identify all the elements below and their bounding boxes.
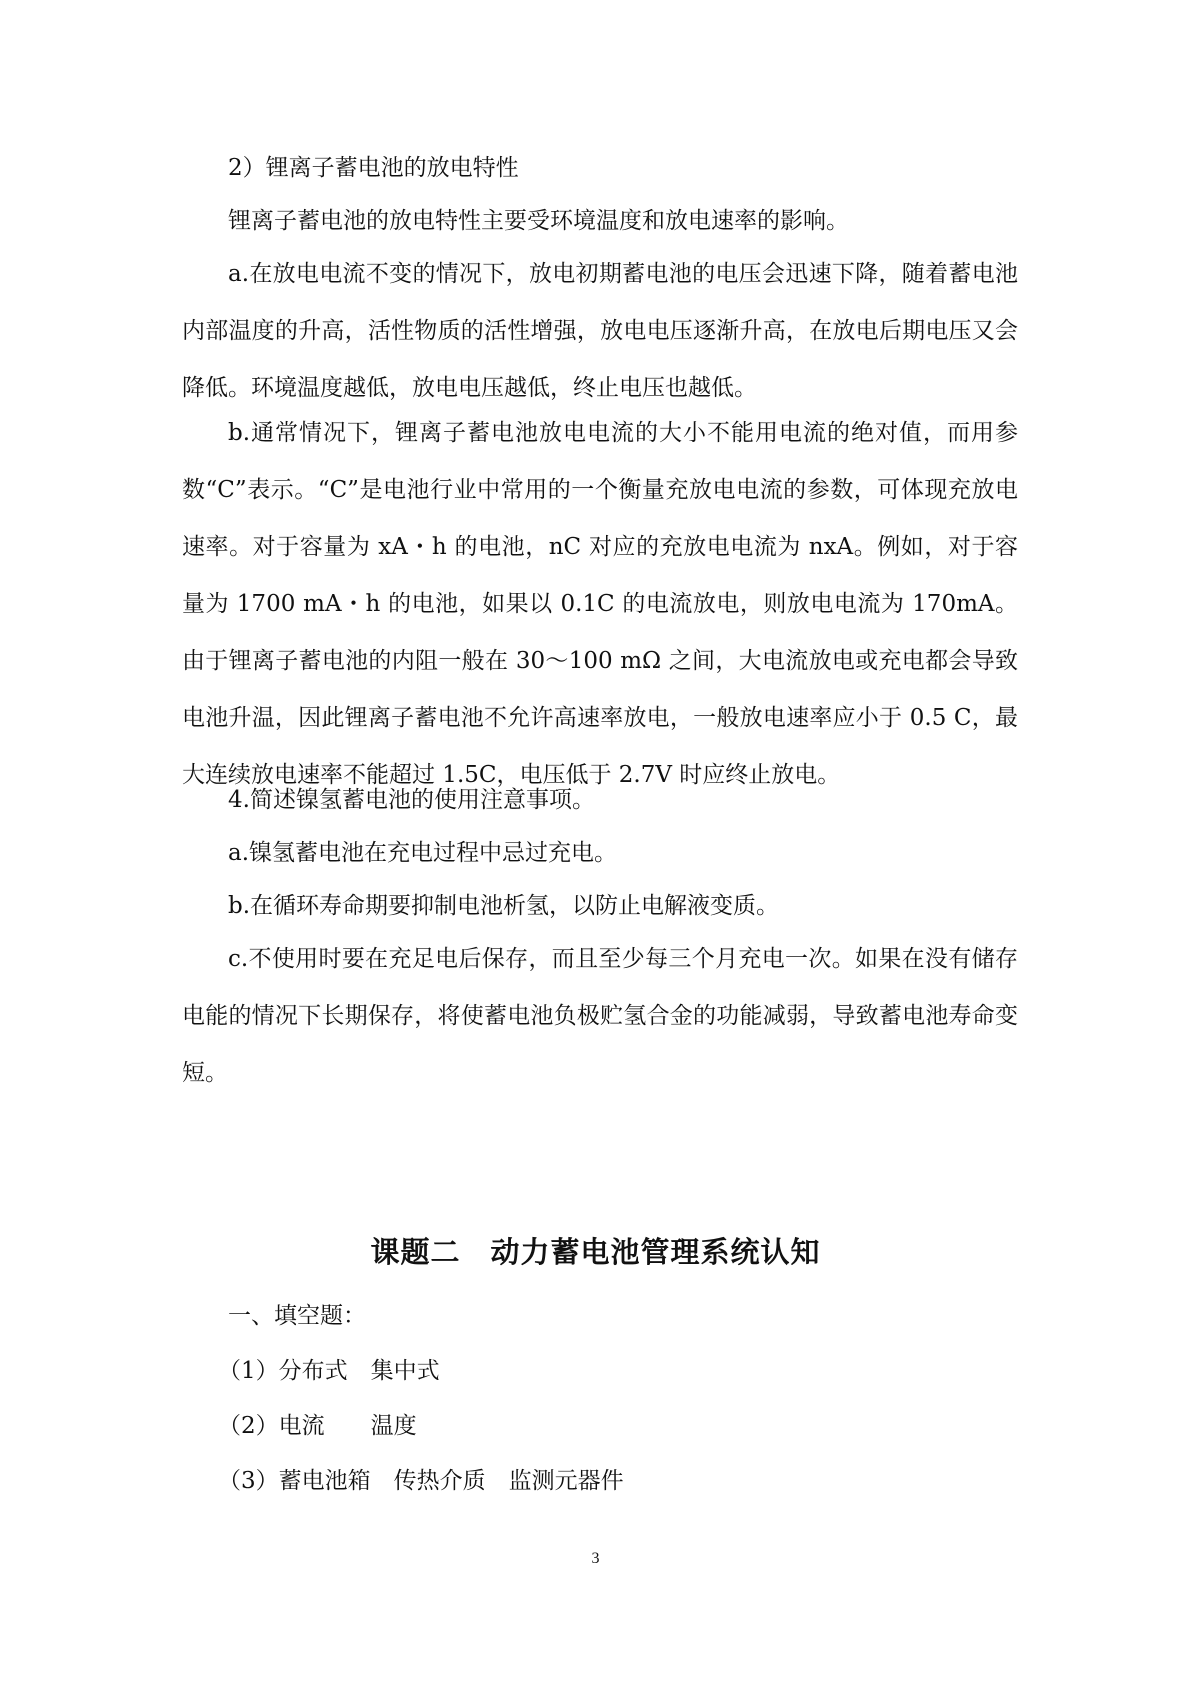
section-intro-paragraph: 锂离子蓄电池的放电特性主要受环境温度和放电速率的影响。: [228, 208, 849, 234]
fill-blank-heading: 一、填空题：: [228, 1303, 366, 1329]
topic-title: 课题二 动力蓄电池管理系统认知: [370, 1235, 821, 1269]
question-item-c: c.不使用时要在充足电后保存，而且至少每三个月充电一次。如果在没有储存电能的情况下长期保存，将使蓄电池负极贮氢合金的功能减弱，导致蓄电池寿命变短。: [182, 946, 1018, 1086]
page-number: 3: [591, 1550, 600, 1567]
answer-2: （2）电流 温度: [218, 1413, 417, 1439]
section-heading: 2）锂离子蓄电池的放电特性: [228, 155, 519, 181]
answer-3: （3）蓄电池箱 传热介质 监测元器件: [218, 1468, 624, 1494]
answer-1: （1）分布式 集中式: [218, 1358, 440, 1384]
question-item-b: b.在循环寿命期要抑制电池析氢，以防止电解液变质。: [228, 893, 780, 919]
question-item-a: a.镍氢蓄电池在充电过程中忌过充电。: [228, 840, 618, 866]
paragraph-item-b: b.通常情况下，锂离子蓄电池放电电流的大小不能用电流的绝对值，而用参数“C”表示。“C”是电池行业中常用的一个衡量充放电电流的参数，可体现充放电速率。对于容量为 xA・h 的电池，nC 对应的充放电电流为 nxA。例如，对于容量为 1700 mA・h 的电池，如果以 0.1C 的电流放电，则放电电流为 170mA。由于锂离子蓄电池的内阻一般在 30～100 mΩ 之间，大电流放电或充电都会导致电池升温，因此锂离子蓄电池不允许高速率放电，一般放电速率应小于 0.5 C，最大连续放电速率不能超过 1.5C，电压低于 2.7V 时应终止放电。: [182, 420, 1018, 788]
question-heading: 4.简述镍氢蓄电池的使用注意事项。: [228, 787, 595, 813]
paragraph-item-a: a.在放电电流不变的情况下，放电初期蓄电池的电压会迅速下降，随着蓄电池内部温度的升高，活性物质的活性增强，放电电压逐渐升高，在放电后期电压又会降低。环境温度越低，放电电压越低，终止电压也越低。: [182, 261, 1018, 401]
